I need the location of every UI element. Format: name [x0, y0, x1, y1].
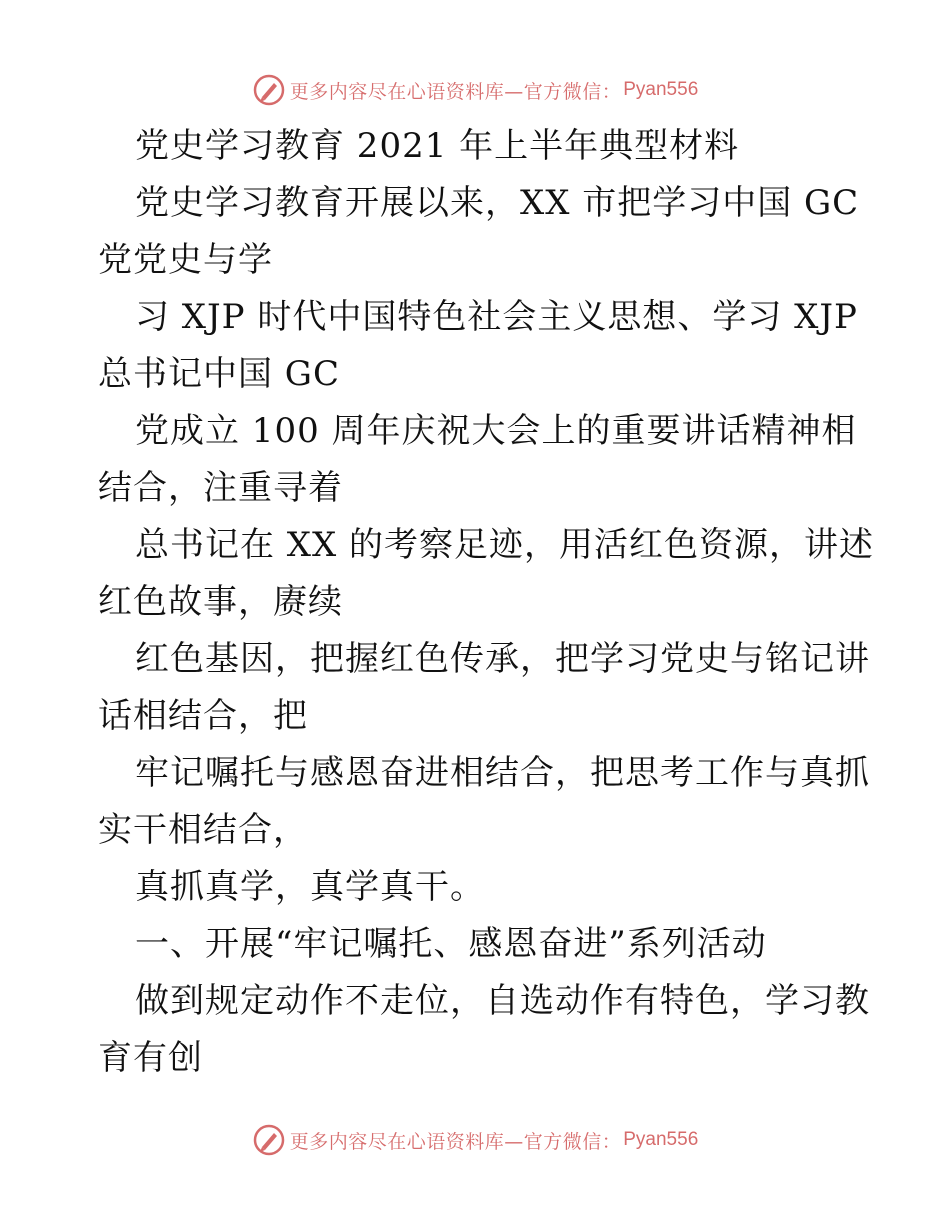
watermark-wechat-id: Pyan556	[623, 1129, 699, 1150]
watermark-footer	[0, 1120, 950, 1160]
text-line: 红色基因，把握红色传承，把学习党史与铭记讲	[135, 639, 870, 679]
text-line: 总书记中国 GC	[98, 354, 340, 394]
text-line: 总书记在 XX 的考察足迹，用活红色资源，讲述	[135, 525, 875, 565]
text-line: 党史学习教育开展以来，XX 市把学习中国 GC	[135, 183, 860, 223]
text-line: 牢记嘱托与感恩奋进相结合，把思考工作与真抓	[135, 753, 870, 793]
text-line: 结合，注重寻着	[98, 468, 343, 508]
text-line: 党党史与学	[98, 240, 273, 280]
text-line: 话相结合，把	[98, 696, 308, 736]
text-line: 育有创	[98, 1038, 203, 1078]
watermark-header	[0, 70, 950, 110]
watermark-text: 更多内容尽在心语资料库—官方微信：	[289, 1130, 622, 1153]
text-line: 红色故事，赓续	[98, 582, 343, 622]
pen-circle-logo-icon	[252, 1123, 286, 1157]
text-line: 习 XJP 时代中国特色社会主义思想、学习 XJP	[135, 297, 858, 337]
text-line: 真抓真学，真学真干。	[135, 867, 485, 907]
document-body	[98, 118, 875, 1087]
document-title: 党史学习教育 2021 年上半年典型材料	[135, 126, 740, 166]
text-line: 党成立 100 周年庆祝大会上的重要讲话精神相	[135, 411, 857, 451]
section-heading: 一、开展“牢记嘱托、感恩奋进”系列活动	[135, 924, 767, 964]
watermark-wechat-id: Pyan556	[623, 79, 699, 100]
text-line: 实干相结合，	[98, 810, 308, 850]
watermark-text: 更多内容尽在心语资料库—官方微信：	[289, 80, 622, 103]
pen-circle-logo-icon	[252, 73, 286, 107]
text-line: 做到规定动作不走位，自选动作有特色，学习教	[135, 981, 870, 1021]
